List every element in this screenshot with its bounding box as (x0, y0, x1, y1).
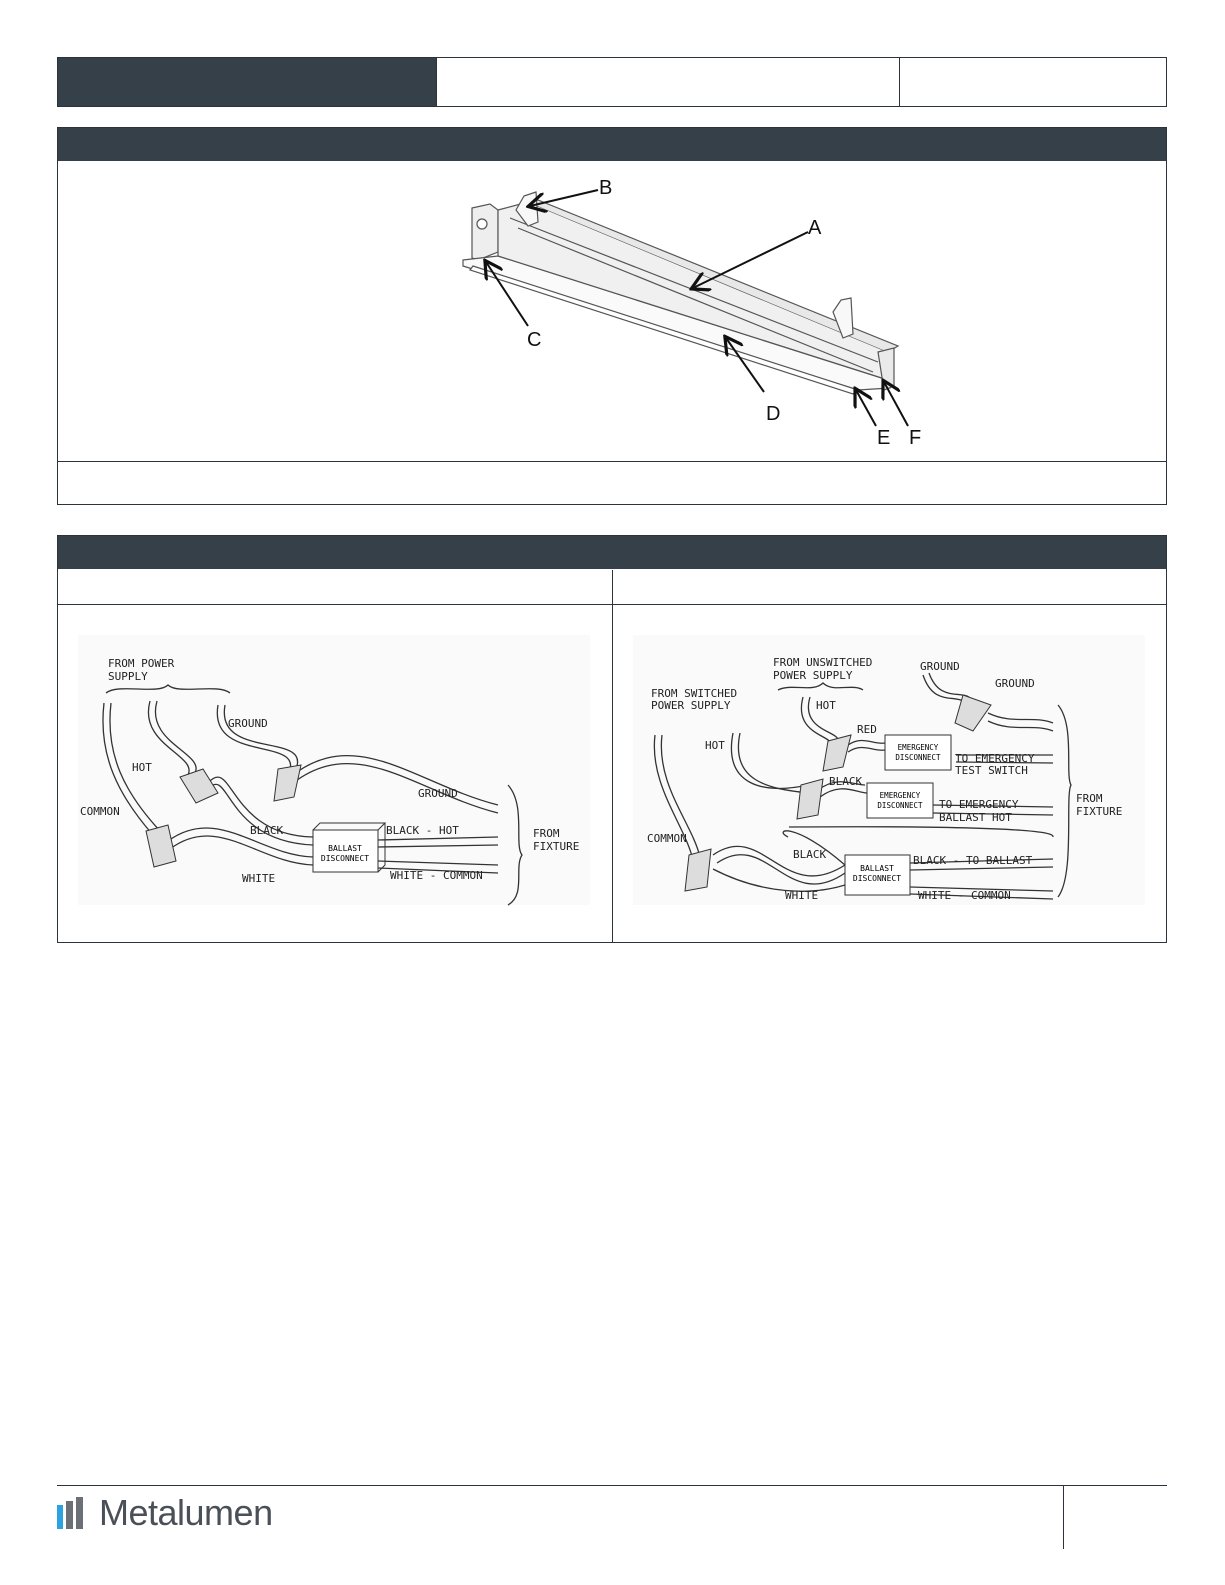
label-ground-top: GROUND (228, 717, 268, 730)
brand-name: Metalumen (99, 1492, 273, 1533)
label-ground-top: GROUND (920, 660, 960, 673)
label-test-switch: TEST SWITCH (955, 764, 1028, 777)
label-fixture: FIXTURE (1076, 805, 1123, 818)
callout-arrow-b (530, 190, 598, 206)
emergency-2-label-1: EMERGENCY (879, 791, 921, 800)
label-from-switched: FROM SWITCHED (651, 687, 738, 700)
label-to-emergency-test: TO EMERGENCY (955, 752, 1035, 765)
label-white: WHITE (242, 872, 276, 885)
label-red: RED (857, 723, 877, 736)
header-middle-cell (436, 58, 899, 106)
wiring-subheader-standard (58, 570, 612, 604)
ballast-label-1: BALLAST (328, 844, 362, 853)
callout-label-a: A (808, 217, 822, 239)
label-ground-right: GROUND (995, 677, 1035, 690)
label-from: FROM (1076, 792, 1103, 805)
fixture-parts-figure (58, 162, 1166, 460)
parts-caption-row (58, 461, 1166, 505)
label-fixture: FIXTURE (533, 840, 580, 853)
emergency-disconnect-2 (867, 783, 933, 818)
label-hot: HOT (132, 761, 152, 774)
label-black-upper: BLACK (829, 775, 863, 788)
label-from-unswitched: FROM UNSWITCHED (773, 656, 873, 669)
emergency-ballast-disconnect (845, 855, 910, 895)
standard-wiring-panel (58, 605, 611, 942)
emergency-disconnect-1 (885, 735, 951, 770)
label-white-common: WHITE - COMMON (390, 869, 483, 882)
label-black-hot: BLACK - HOT (386, 824, 459, 837)
label-hot-left: HOT (705, 739, 725, 752)
header-right-cell (899, 58, 1166, 106)
label-from-power: FROM POWER (108, 657, 175, 670)
label-to-emergency-ballast: TO EMERGENCY (939, 798, 1019, 811)
callout-arrow-e (856, 390, 876, 426)
callout-label-d: D (766, 403, 781, 425)
parts-section-header (58, 128, 1166, 161)
label-white: WHITE (785, 889, 819, 902)
wire-nut-common (685, 849, 711, 891)
header-dark-cell (58, 58, 436, 106)
label-ballast-hot: BALLAST HOT (939, 811, 1012, 824)
callout-label-f: F (909, 427, 922, 449)
label-black-lower: BLACK (793, 848, 827, 861)
em-ballast-label-1: BALLAST (860, 864, 894, 873)
document-header-bar (57, 57, 1167, 107)
callout-label-b: B (599, 177, 613, 199)
fixture-body (463, 192, 898, 394)
label-switched-power: POWER SUPPLY (651, 699, 731, 712)
label-black: BLACK (250, 824, 284, 837)
label-common: COMMON (647, 832, 687, 845)
standard-wiring-diagram (58, 605, 611, 942)
label-hot-upper: HOT (816, 699, 836, 712)
callout-label-c: C (527, 329, 542, 351)
ballast-label-2: DISCONNECT (320, 854, 370, 863)
fixture-illustration (58, 162, 1166, 460)
emergency-1-label-2: DISCONNECT (895, 753, 941, 762)
wiring-section (57, 535, 1167, 943)
label-supply: SUPPLY (108, 670, 148, 683)
em-ballast-label-2: DISCONNECT (852, 874, 902, 883)
label-unswitched-power: POWER SUPPLY (773, 669, 853, 682)
label-from: FROM (533, 827, 560, 840)
label-common: COMMON (80, 805, 120, 818)
brand-logo (57, 1493, 273, 1533)
label-white-common: WHITE - COMMON (918, 889, 1011, 902)
label-ground-right: GROUND (418, 787, 458, 800)
footer-divider (1063, 1485, 1064, 1549)
wiring-subheader-emergency (612, 570, 1167, 604)
footer-rule (57, 1485, 1167, 1486)
emergency-wiring-diagram (613, 605, 1166, 942)
callout-arrow-a (693, 232, 808, 288)
callout-arrow-f (884, 382, 908, 426)
metalumen-mark-icon (57, 1497, 91, 1529)
label-black-to-ballast: BLACK - TO BALLAST (913, 854, 1033, 867)
ballast-disconnect-box (313, 823, 385, 872)
emergency-2-label-2: DISCONNECT (877, 801, 923, 810)
emergency-1-label-1: EMERGENCY (897, 743, 939, 752)
callout-label-e: E (877, 427, 891, 449)
emergency-wiring-panel (613, 605, 1166, 942)
wiring-section-header (58, 536, 1166, 569)
parts-section (57, 127, 1167, 505)
